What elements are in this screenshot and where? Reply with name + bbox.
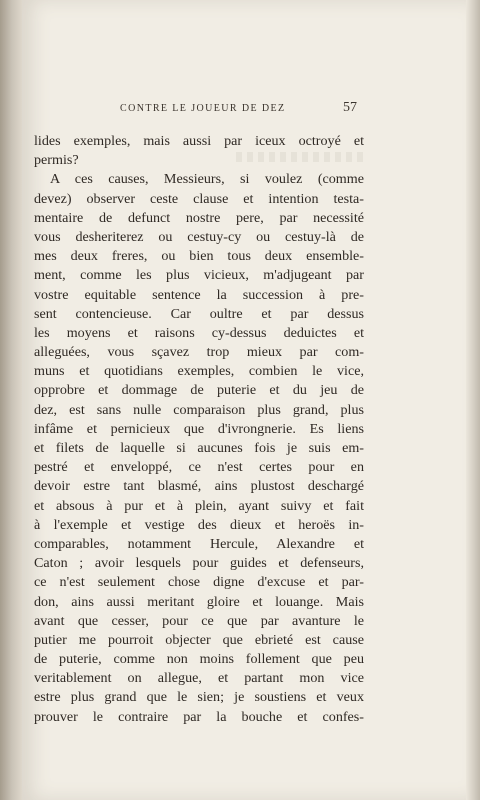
text-line: prouver le contraire par la bouche et confes- — [34, 708, 364, 725]
text-line: lides exemples, mais aussi par iceux octroyé et — [34, 133, 364, 149]
text-line: ce n'est seulement chose digne d'excuse et par- — [34, 574, 364, 591]
page-edge-shadow — [466, 0, 480, 800]
text-line: infâme et pernicieux que d'ivrongnerie. Es liens — [34, 420, 364, 437]
text-line: don, ains aussi meritant gloire et louange. Mais — [34, 593, 364, 610]
text-line: permis? — [34, 152, 79, 169]
text-line: comparables, notamment Hercule, Alexandre et — [34, 535, 364, 552]
page-number: 57 — [343, 100, 357, 115]
text-line: vous desheriterez ou cestuy-cy ou cestuy-là de — [34, 228, 364, 245]
text-line: Caton ; avoir lesquels pour guides et defenseurs, — [34, 555, 364, 572]
text-line: devoir estre tant blasmé, ains plustost deschargé — [34, 478, 364, 495]
text-line: opprobre et dommage de puterie et du jeu de — [34, 382, 364, 399]
text-line: avant que cesser, pour ce que par avanture le — [34, 612, 364, 629]
text-line: mes deux freres, ou bien tous deux ensemble- — [34, 248, 364, 265]
text-line: vostre equitable sentence la succession à pre- — [34, 286, 364, 303]
text-line: et absous à pur et à plein, ayant suivy et fait — [34, 497, 364, 514]
text-line: A ces causes, Messieurs, si voulez (comme — [50, 171, 364, 188]
text-line: devez) observer ceste clause et intention testa- — [34, 190, 364, 207]
text-line: pestré et enveloppé, ce n'est certes pour en — [34, 459, 364, 476]
text-line: et filets de laquelle si aucunes fois je suis em- — [34, 440, 364, 456]
running-head — [34, 100, 364, 121]
text-line: à l'exemple et vestige des dieux et heroës in- — [34, 516, 364, 533]
text-line: muns et quotidians exemples, combien le vice, — [34, 363, 364, 380]
main-text — [34, 132, 364, 727]
text-line: dez, est sans nulle comparaison plus grand, plus — [34, 401, 364, 418]
text-line: putier me pourroit objecter que ebrieté est cause — [34, 631, 364, 648]
text-line: ment, comme les plus vicieux, m'adjugeant par — [34, 267, 364, 284]
text-line: estre plus grand que le sien; je soustiens et veux — [34, 689, 364, 706]
text-line: les moyens et raisons cy-dessus deduictes et — [34, 324, 364, 341]
running-title: CONTRE LE JOUEUR DE DEZ — [120, 103, 286, 114]
text-line: alleguées, vous sçavez trop mieux par com- — [34, 344, 364, 361]
text-line: veritablement on allegue, et partant mon vice — [34, 670, 364, 687]
text-line: sent contencieuse. Car oultre et par dessus — [34, 305, 364, 322]
text-line: mentaire de defunct nostre pere, par necessité — [34, 209, 364, 226]
text-line: de puterie, comme non moins follement que peu — [34, 651, 364, 668]
